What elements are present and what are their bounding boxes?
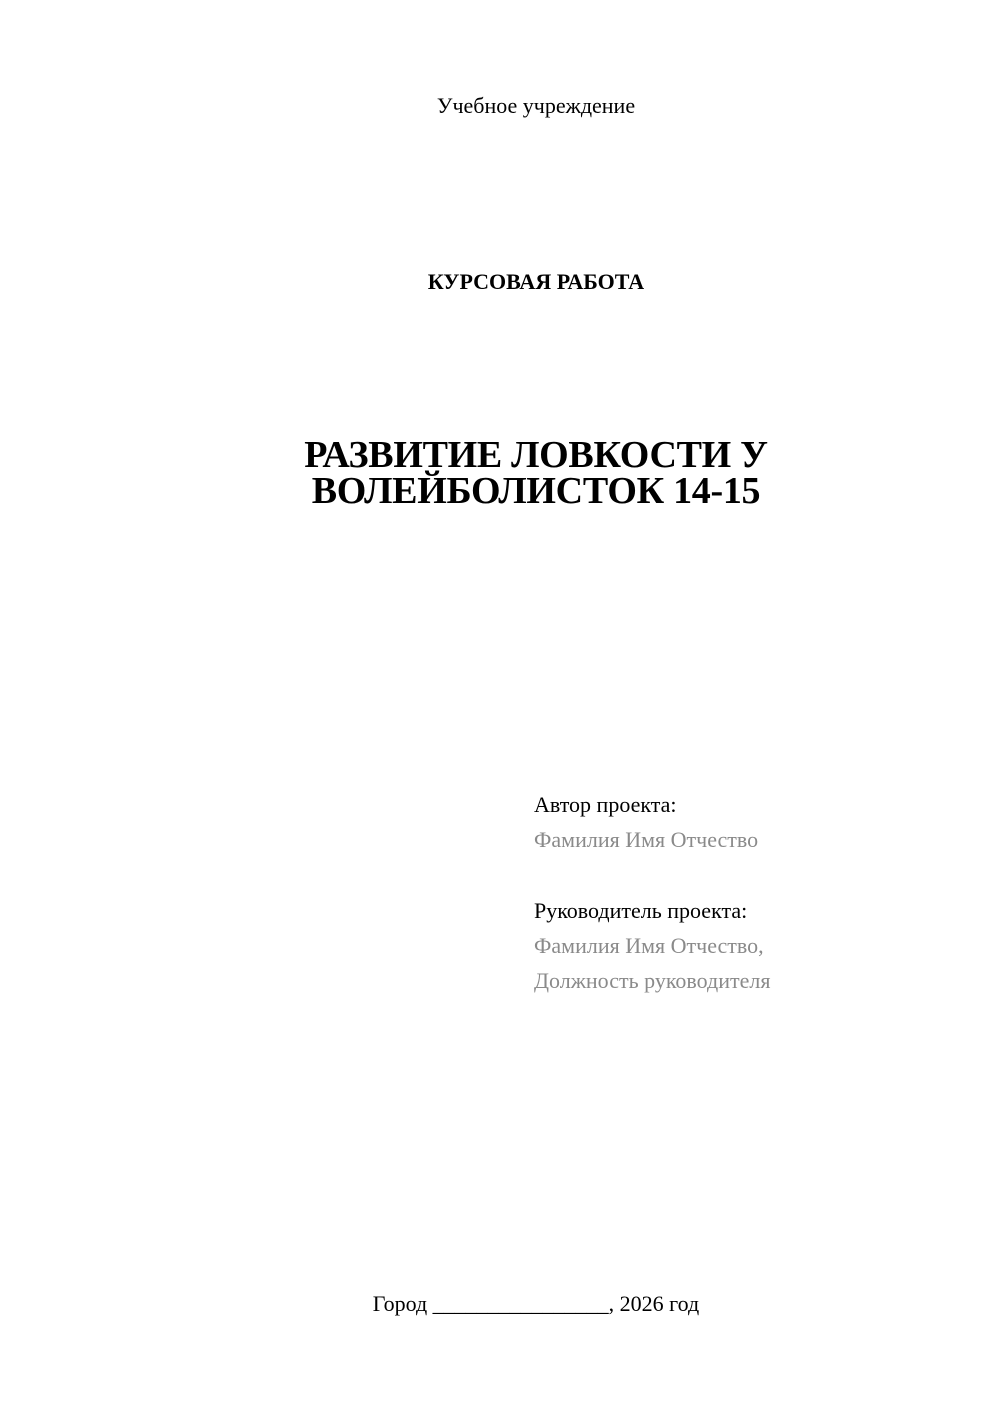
author-block — [534, 787, 758, 857]
author-label: Автор проекта: — [534, 792, 677, 817]
title-line-2: ВОЛЕЙБОЛИСТОК 14-15 — [311, 470, 761, 512]
author-name: Фамилия Имя Отчество — [534, 827, 759, 852]
supervisor-label: Руководитель проекта: — [534, 898, 748, 923]
city-year-footer: Город ________________, 2026 год — [372, 1291, 700, 1316]
institution-name: Учебное учреждение — [436, 93, 636, 118]
document-title — [0, 434, 1000, 512]
title-line-1: РАЗВИТИЕ ЛОВКОСТИ У — [304, 434, 768, 476]
work-type-heading: КУРСОВАЯ РАБОТА — [427, 269, 645, 294]
supervisor-name: Фамилия Имя Отчество, — [534, 933, 764, 958]
supervisor-block — [534, 893, 770, 998]
supervisor-position: Должность руководителя — [534, 968, 771, 993]
